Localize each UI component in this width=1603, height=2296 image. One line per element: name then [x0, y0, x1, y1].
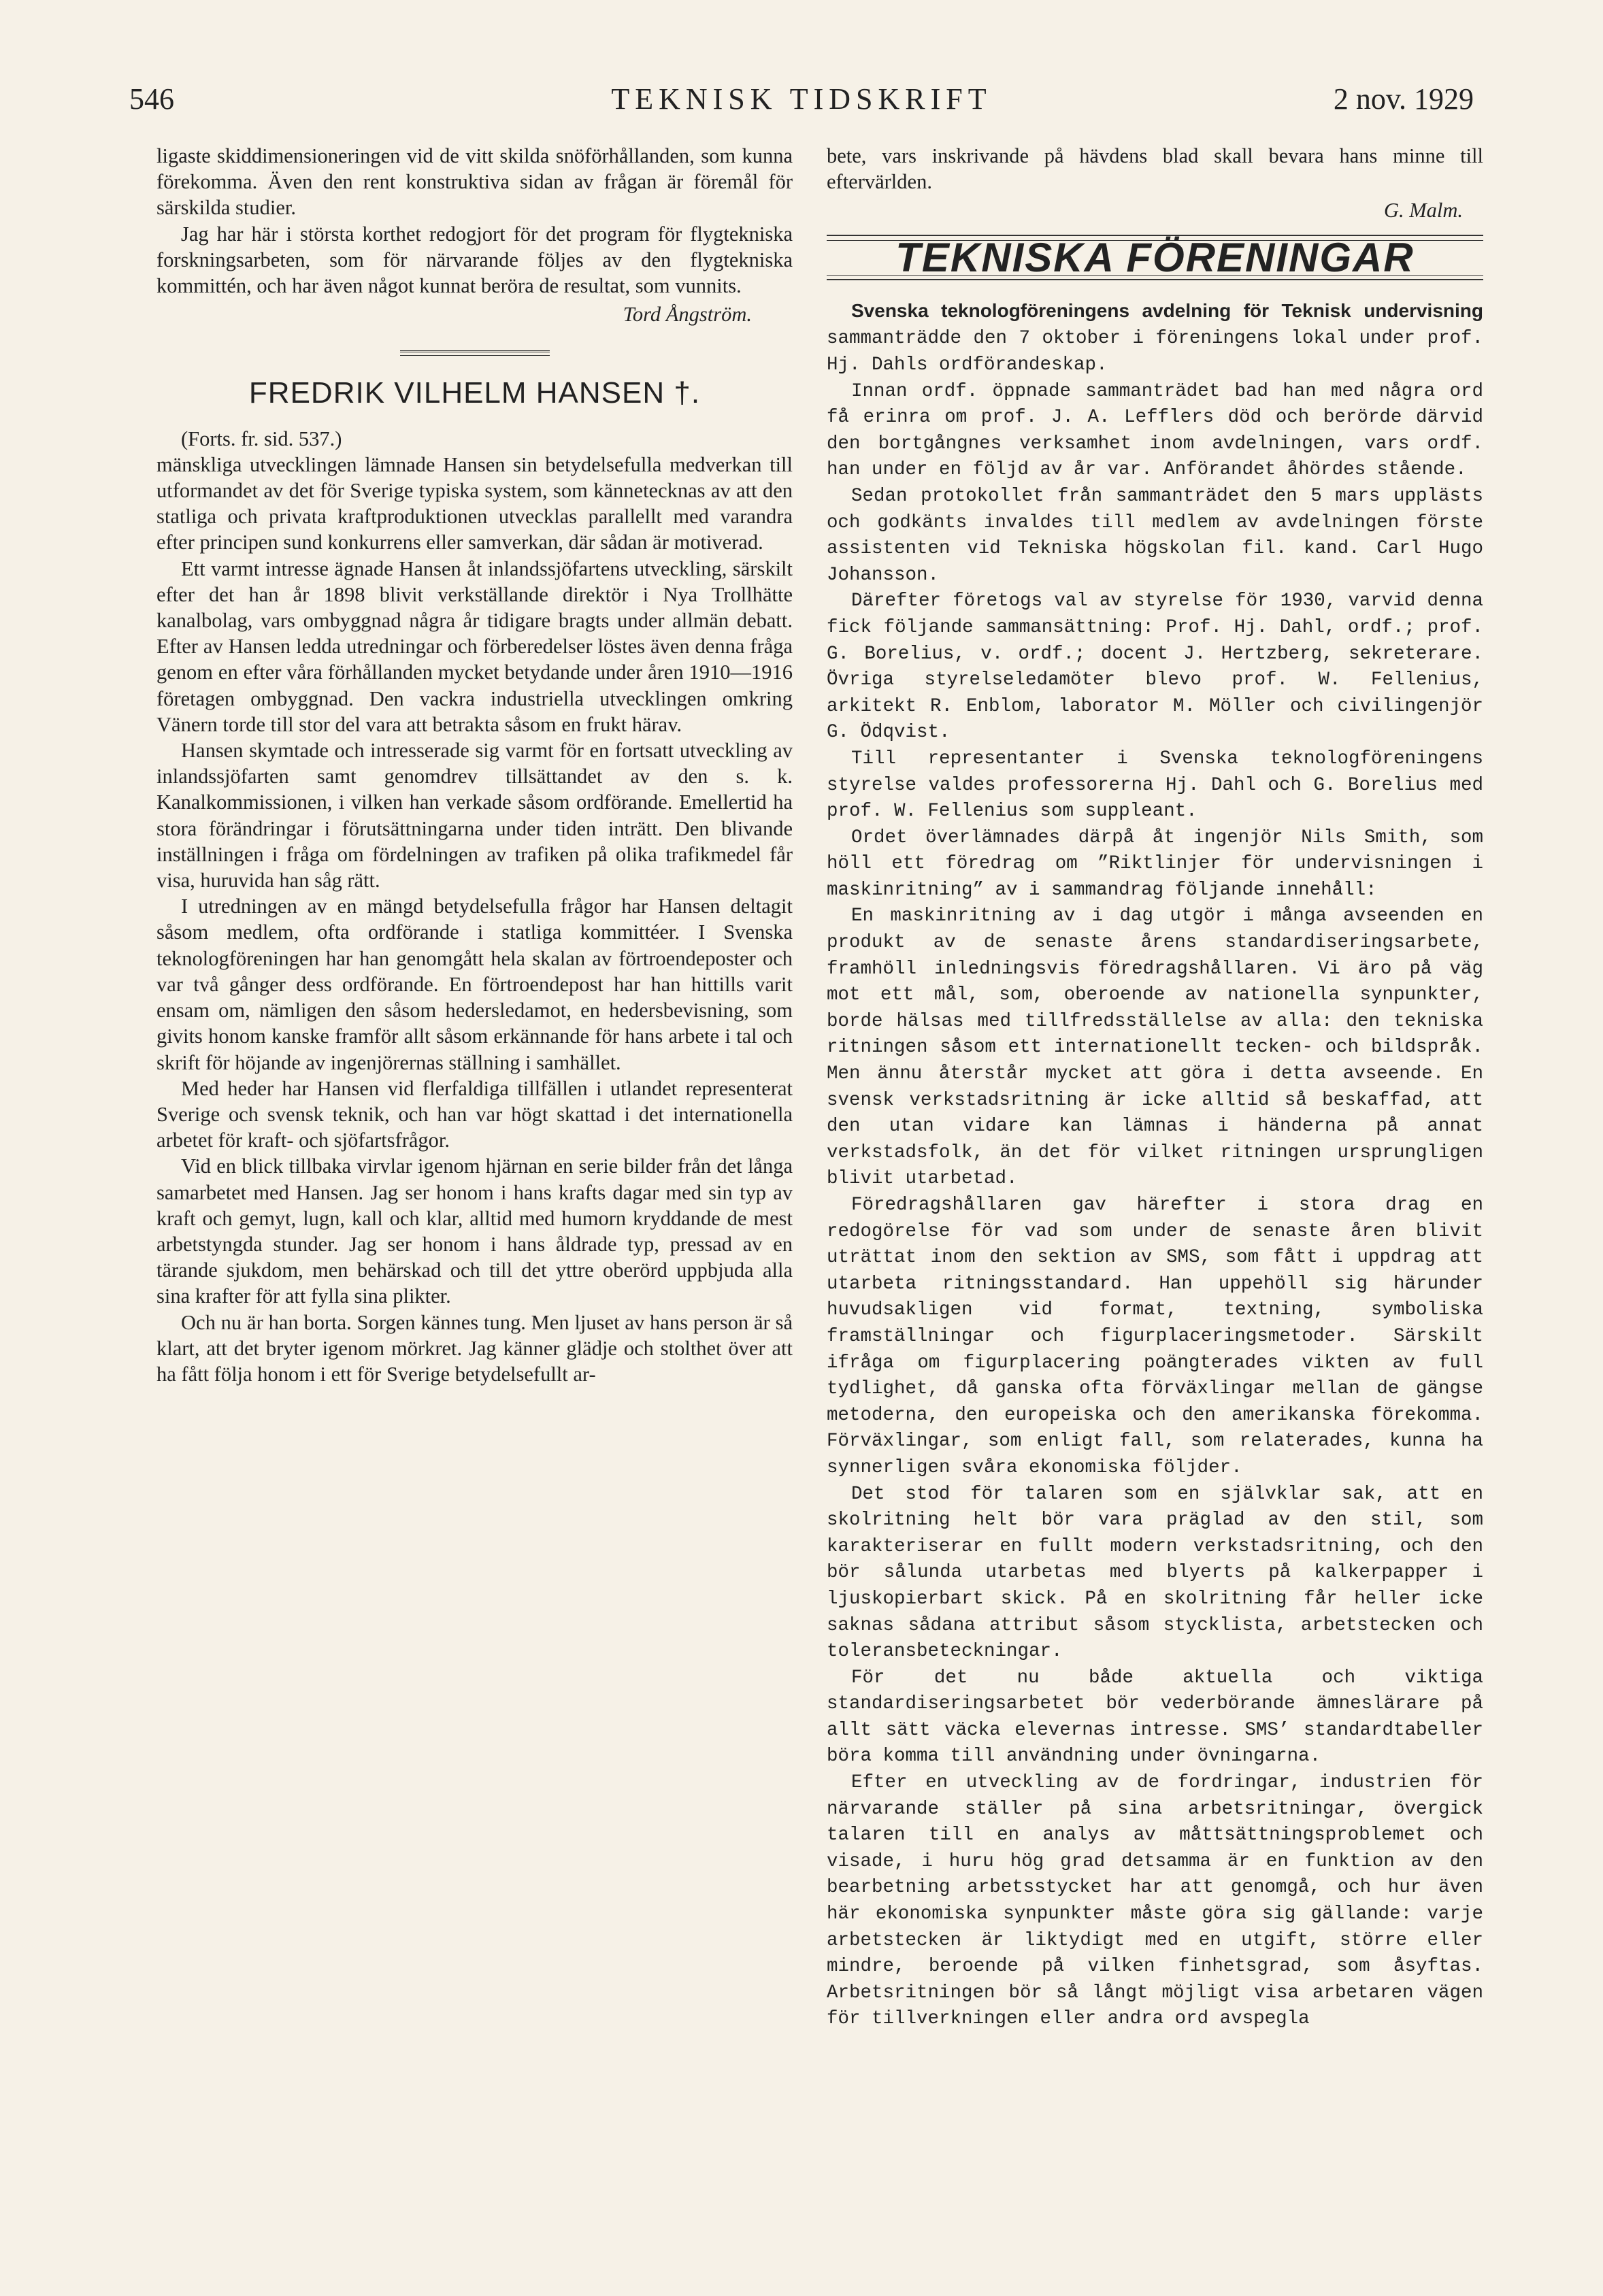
paragraph: Vid en blick tillbaka virvlar igenom hjärnan en serie bilder från det långa samarbetet med Hansen. Jag ser honom i hans krafts dagar med sin typ av kraft och gemyt, lugn, kall och klar, alltid med humorn kryddande de mest arbetstyngda stunder. Jag ser honom i hans åldrade typ, pressad av en tärande sjukdom, men behärskad och till det yttre oberörd uppbjuda alla sina krafter för att fylla sina plikter.: [156, 1154, 793, 1308]
paragraph: Till representanter i Svenska teknologföreningens styrelse valdes professorerna Hj. Dahl och G. Borelius med prof. W. Fellenius som suppleant.: [827, 748, 1483, 822]
section-divider: [400, 350, 550, 356]
section-heading: TEKNISKA FÖRENINGAR: [895, 234, 1415, 280]
paragraph: [827, 298, 1483, 379]
left-column: [156, 143, 793, 1387]
running-header: [129, 82, 1474, 122]
society-report: [827, 298, 1483, 2033]
paragraph: Med heder har Hansen vid flerfaldiga tillfällen i utlandet representerat Sverige och svensk teknik, och han var högt skattad i det internationella arbetet för kraft- och sjöfartsfrågor.: [156, 1076, 793, 1152]
paragraph: Ordet överlämnades därpå åt ingenjör Nils Smith, som höll ett föredrag om ”Riktlinjer för undervisningen i maskinritning” av i sammandrag följande innehåll:: [827, 827, 1483, 901]
paragraph: En maskinritning av i dag utgör i många avseenden en produkt av de senaste årens standardiseringsarbete, framhöll inledningsvis föredragshållaren. Vi äro på väg mot ett mål, som, oberoende av nationella synpunkter, borde hälsas med tillfredsställelse av alla: den tekniska ritningen såsom ett internationellt tecken- och bildspråk. Men ännu återstår mycket att göra i detta avseende. En svensk verkstadsritning är icke alltid så beskaffad, att den utan vidare kan lämnas i händerna på annat verkstadsfolk, än det för vilket ritningen ursprungligen blivit utarbetad.: [827, 905, 1483, 1190]
author-signature: G. Malm.: [1383, 199, 1463, 222]
paragraph: Efter en utveckling av de fordringar, industrien för närvarande ställer på sina arbetsritningar, övergick talaren till en analys av måttsättningsproblemet och visade, i huru hög grad detsamma är en funktion av den bearbetning arbetsstycket har att genomgå, och hur även här ekonomiska synpunkter måste göra sig gällande: varje arbetstecken är liktydigt med en utgift, större eller mindre, beroende på vilken finhetsgrad, som åsyftas. Arbetsritningen bör så långt möjligt visa arbetaren vägen för tillverkningen eller andra ord avspegla: [827, 1772, 1483, 2030]
paragraph: Sedan protokollet från sammanträdet den 5 mars upplästs och godkänts invaldes till medlem av avdelningen förste assistenten vid Tekniska högskolan fil. kand. Carl Hugo Johansson.: [827, 485, 1483, 586]
right-column: [827, 143, 1483, 2033]
paragraph: Det stod för talaren som en självklar sak, att en skolritning helt bör vara präglad av den stil, som karakteriserar en fullt modern verkstadsritning, och den bör sålunda utarbetas med blyerts på kalkerpapper i ljuskopierbart skick. På en skolritning får heller icke saknas sådana attribut såsom stycklista, arbetstecken och toleransbeteckningar.: [827, 1483, 1483, 1663]
paragraph: mänskliga utvecklingen lämnade Hansen sin betydelsefulla medverkan till utformandet av det för Sverige typiska system, som kännetecknas av att den statliga och privata kraftproduktionen utvecklas parallellt med varandra efter principen sund konkurrens eller samverkan, där sådan är motiverad.: [156, 452, 793, 554]
paragraph: Och nu är han borta. Sorgen kännes tung. Men ljuset av hans person är så klart, att det bryter igenom mörkret. Jag känner glädje och stolthet över att ha fått följa honom i ett för Sverige betydelsefullt ar-: [156, 1310, 793, 1386]
report-lead: Svenska teknologföreningens avdelning för Teknisk undervisning: [851, 299, 1483, 321]
paragraph: Därefter företogs val av styrelse för 1930, varvid denna fick följande sammansättning: Prof. Hj. Dahl, ordf.; prof. G. Borelius, v. ordf.; docent J. Hertzberg, sekreterare. Övriga styrelseledamöter blevo prof. W. Fellenius, arkitekt R. Enblom, laborator M. Möller och civilingenjör G. Ödqvist.: [827, 590, 1483, 744]
continuation-note: (Forts. fr. sid. 537.): [181, 427, 342, 450]
paragraph: Hansen skymtade och intresserade sig varmt för en fortsatt utveckling av inlandssjöfarten samt genomdrev tillsättandet av den s. k. Kanalkommissionen, i vilken han verkade såsom ordförande. Emellertid ha stora förändringar i förutsättningarna under tiden inträtt. Den blivande inställningen i fråga om fördelningen av trafiken på olika trafikmedel får visa, huruvida han såg rätt.: [156, 739, 793, 893]
paragraph: I utredningen av en mängd betydelsefulla frågor har Hansen deltagit såsom medlem, ofta ordförande i statliga kommittéer. I Svenska teknologföreningen har han genomgått hela skalan av förtroendeposter och var två gånger dess ordförande. En förtroendepost har han hittills varit ensam om, nämligen den såsom hedersledamot, en hedersbevisning, som givits honom kanske framför allt såsom erkännande för hans arbete i tal och skrift för höjande av ingenjörernas ställning i samhället.: [156, 895, 793, 1074]
paragraph: ligaste skiddimensioneringen vid de vitt skilda snöförhållanden, som kunna förekomma. Även den rent konstruktiva sidan av frågan är föremål för särskilda studier.: [156, 144, 793, 220]
paragraph-text: sammanträdde den 7 oktober i föreningens lokal under prof. Hj. Dahls ordförandeskap.: [827, 328, 1483, 376]
journal-title: TEKNISK TIDSKRIFT: [611, 82, 992, 116]
page-number: 546: [129, 82, 174, 116]
paragraph: Föredragshållaren gav härefter i stora drag en redogörelse för vad som under de senaste åren blivit uträttat inom den sektion av SMS, som fått i uppdrag att utarbeta ritningsstandard. Han uppehöll sig härunder huvudsakligen vid format, textning, symboliska framställningar och figurplaceringsmetoder. Särskilt ifråga om figurplacering poängterades vikten av full tydlighet, då ganska ofta förväxlingar mellan de gängse metoderna, den europeiska och den amerikanska förekomma. Förväxlingar, som enligt fall, som relaterades, kunna ha synnerligen svåra ekonomiska följder.: [827, 1195, 1483, 1478]
paragraph: bete, vars inskrivande på hävdens blad skall bevara hans minne till eftervärlden.: [827, 144, 1483, 194]
paragraph: Ett varmt intresse ägnade Hansen åt inlandssjöfartens utveckling, särskilt efter det han år 1898 blivit verkställande direktör i Nya Trollhätte kanalbolag, vars ombyggnad några år tidigare bragts under allmän debatt. Efter av Hansen ledda utredningar och förberedelser löstes även denna fråga genom en efter våra förhållanden mycket betydande under åren 1910—1916 företagen ombyggnad. Den vackra industriella utvecklingen omkring Vänern torde till stor del vara att betrakta såsom en frukt härav.: [156, 556, 793, 736]
obituary-heading: FREDRIK VILHELM HANSEN †.: [248, 376, 701, 410]
paragraph: Innan ordf. öppnade sammanträdet bad han med några ord få erinra om prof. J. A. Lefflers död och berörde därvid den bortgångnes verksamhet inom avdelningen, vars ordf. han under en följd av år var. Anförandet åhördes stående.: [827, 380, 1483, 481]
paragraph: Jag har här i största korthet redogjort för det program för flygtekniska forskningsarbeten, som för närvarande följes av den flygtekniska kommittén, och har även något kunnat beröra de resultat, som vunnits.: [156, 222, 793, 298]
issue-date: 2 nov. 1929: [1333, 82, 1474, 116]
paragraph: För det nu både aktuella och viktiga standardiseringsarbetet bör vederbörande ämneslärare på allt sätt väcka elevernas intresse. SMS’ standardtabeller böra komma till användning under övningarna.: [827, 1667, 1483, 1767]
author-signature: Tord Ångström.: [623, 303, 752, 327]
